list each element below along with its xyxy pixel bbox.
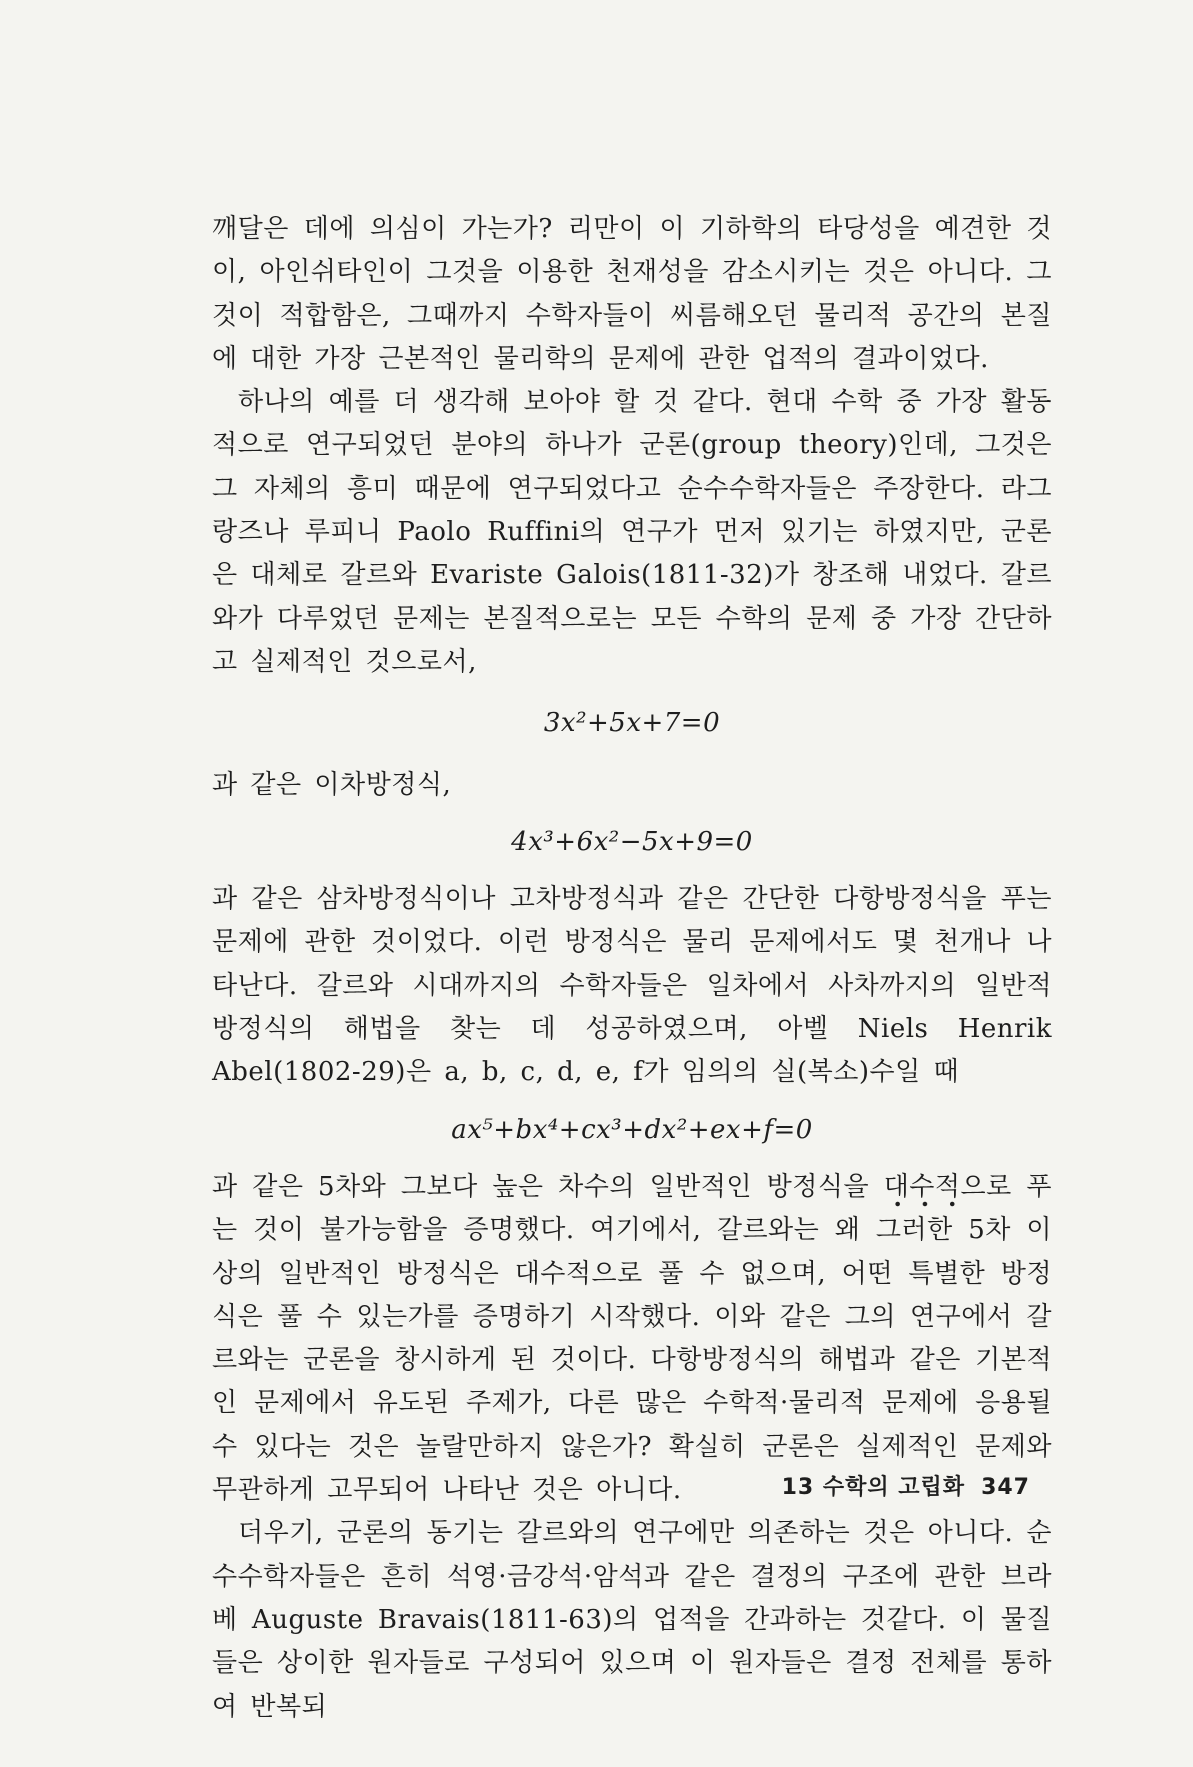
page-number: 347: [981, 1475, 1030, 1500]
paragraph-text: 으로 푸는 것이 불가능함을 증명했다. 여기에서, 갈르와는 왜 그러한 5차 이상의 일반적인 방정식은 대수적으로 풀 수 없으며, 어떤 특별한 방정식은 풀 수 있는가를 증명하기 시작했다. 이와 같은 그의 연구에서 갈르와는 군론을 창시하게 된 것이다. 다항방정식의 해법과 같은 기본적인 문제에서 유도된 주제가, 다른 많은 수학적·물리적 문제에 응용될 수 있다는 것은 놀랄만하지 않은가? 확실히 군론은 실제적인 문제와 무관하게 고무되어 나타난 것은 아니다.: [212, 1171, 1052, 1506]
equation: 4x³+6x²−5x+9=0: [511, 826, 753, 857]
paragraph: 하나의 예를 더 생각해 보아야 할 것 같다. 현대 수학 중 가장 활동적으로 연구되었던 분야의 하나가 군론(group theory)인데, 그것은 그 자체의 흥미 때문에 연구되었다고 순수수학자들은 주장한다. 라그랑즈나 루피니 Paolo Ruffini의 연구가 먼저 있기는 하였지만, 군론은 대체로 갈르와 Evariste Galois(1811-32)가 창조해 내었다. 갈르와가 다루었던 문제는 본질적으로는 모든 수학의 문제 중 가장 간단하고 실제적인 것으로서,: [212, 387, 1052, 677]
page-footer: [766, 1470, 1030, 1501]
paragraph: 과 같은 삼차방정식이나 고차방정식과 같은 간단한 다항방정식을 푸는 문제에 관한 것이었다. 이런 방정식은 물리 문제에서도 몇 천개나 나타난다. 갈르와 시대까지의 수학자들은 일차에서 사차까지의 일반적 방정식의 해법을 찾는 데 성공하였으며, 아벨 Niels Henrik Abel(1802-29)은 a, b, c, d, e, f가 임의의 실(복소)수일 때: [212, 884, 1052, 1088]
paragraph: [212, 1166, 1052, 1512]
chapter-title: 13 수학의 고립화: [781, 1475, 966, 1500]
paragraph: 깨달은 데에 의심이 가는가? 리만이 이 기하학의 타당성을 예견한 것이, 아인쉬타인이 그것을 이용한 천재성을 감소시키는 것은 아니다. 그것이 적합함은, 그때까지 수학자들이 씨름해오던 물리적 공간의 본질에 대한 가장 근본적인 물리학의 문제에 관한 업적의 결과이었다.: [212, 214, 1052, 374]
paragraph: 더우기, 군론의 동기는 갈르와의 연구에만 의존하는 것은 아니다. 순수수학자들은 흔히 석영·금강석·암석과 같은 결정의 구조에 관한 브라베 Auguste Bravais(1811-63)의 업적을 간과하는 것같다. 이 물질들은 상이한 원자들로 구성되어 있으며 이 원자들은 결정 전체를 통하여 반복되: [212, 1518, 1052, 1722]
paragraph: 과 같은 이차방정식,: [212, 769, 452, 800]
equation: 3x²+5x+7=0: [543, 708, 721, 739]
equation: ax⁵+bx⁴+cx³+dx²+ex+f=0: [451, 1114, 813, 1145]
paragraph-text: 과 같은 5차와 그보다 높은 차수의 일반적인 방정식을: [212, 1171, 884, 1202]
emphasized-word: 대수적: [884, 1172, 961, 1208]
